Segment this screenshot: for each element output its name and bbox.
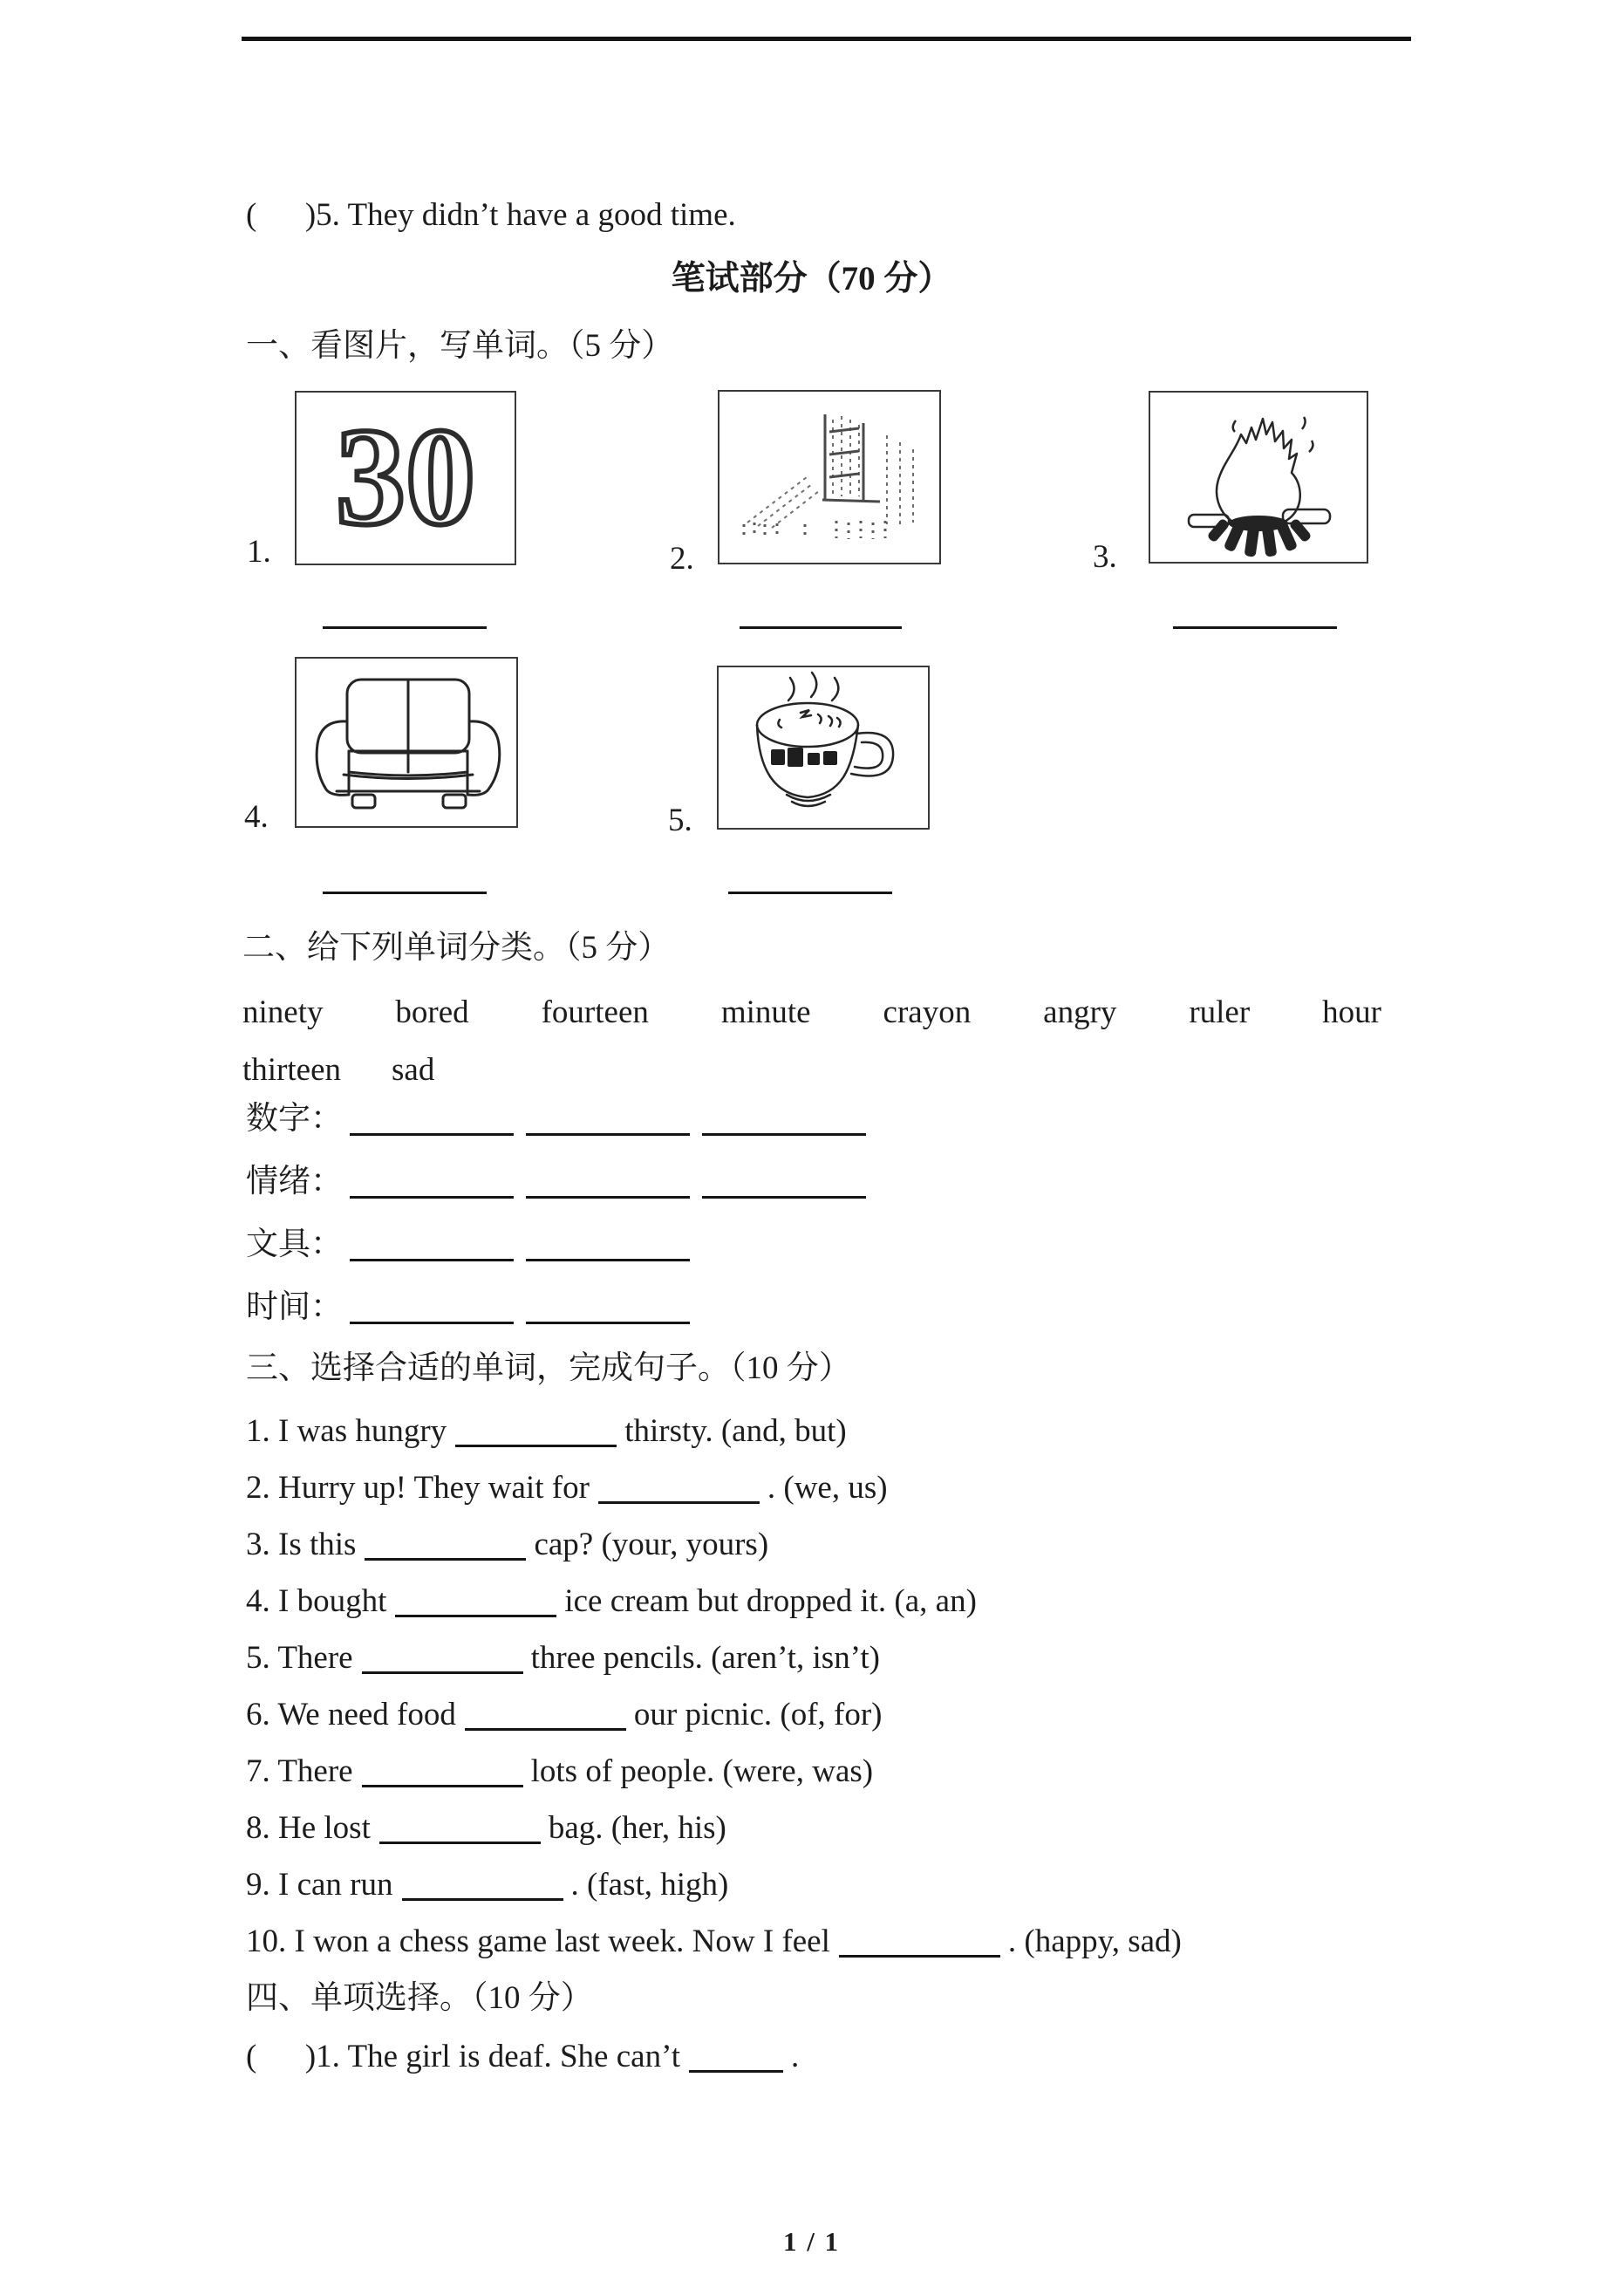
answer-line-2 (740, 626, 902, 629)
picture-card-1 (295, 391, 516, 565)
choice-blank (689, 2060, 783, 2073)
fill-blank (362, 1661, 523, 1674)
category-row-numbers (246, 1101, 878, 1138)
fill-blank (839, 1944, 1000, 1958)
word-bank-item: sad (392, 1052, 435, 1088)
number-30-image (298, 394, 513, 562)
svg-text:30: 30 (336, 399, 475, 554)
answer-line-1 (323, 626, 487, 629)
fill-item-5: 5. There three pencils. (aren’t, isn’t) (246, 1640, 880, 1676)
word-bank-item: ninety (242, 994, 324, 1030)
fill-item-6: 6. We need food our picnic. (of, for) (246, 1697, 883, 1732)
fill-item-9: 9. I can run . (fast, high) (246, 1867, 729, 1903)
fill-item-1: 1. I was hungry thirsty. (and, but) (246, 1413, 847, 1449)
fill-blank (598, 1491, 760, 1504)
word-bank-item: fourteen (541, 994, 649, 1030)
picture-label-1: 1. (247, 534, 271, 570)
sofa-image (298, 660, 515, 824)
category-blank (526, 1248, 690, 1261)
picture-card-5 (717, 666, 930, 830)
category-blank (350, 1311, 514, 1324)
category-blank (526, 1311, 690, 1324)
page-number: 1 / 1 (782, 2226, 841, 2257)
fill-blank (465, 1718, 626, 1731)
fill-item-3: 3. Is this cap? (your, yours) (246, 1527, 769, 1562)
category-row-emotions (246, 1164, 878, 1201)
category-label: 时间： (246, 1289, 343, 1325)
city-buildings-image (721, 393, 938, 561)
category-blank (526, 1123, 690, 1136)
campfire-image (1152, 394, 1365, 560)
fill-item-10: 10. I won a chess game last week. Now I feel . (happy, sad) (246, 1924, 1182, 1959)
word-bank-item: ruler (1189, 994, 1251, 1030)
picture-card-3 (1149, 391, 1368, 564)
picture-label-4: 4. (244, 799, 269, 835)
fill-item-4: 4. I bought ice cream but dropped it. (a, an) (246, 1583, 977, 1619)
category-blank (702, 1123, 866, 1136)
section1-title: 一、看图片，写单词。（5 分） (246, 328, 674, 364)
category-blank (526, 1186, 690, 1199)
word-bank-item: hour (1322, 994, 1381, 1030)
word-bank-item: angry (1043, 994, 1117, 1030)
fill-blank (455, 1434, 617, 1447)
fill-blank (402, 1888, 563, 1901)
written-section-header: 笔试部分（70 分） (671, 260, 952, 297)
choice-item-1: ( )1. The girl is deaf. She can’t . (246, 2039, 800, 2074)
fill-blank (379, 1831, 541, 1844)
picture-card-2 (718, 390, 941, 564)
category-row-time (246, 1289, 702, 1327)
section2-title: 二、给下列单词分类。（5 分） (242, 930, 671, 966)
category-label: 情绪： (246, 1164, 343, 1199)
answer-line-3 (1173, 626, 1337, 629)
category-blank (350, 1123, 514, 1136)
section3-title: 三、选择合适的单词，完成句子。（10 分） (246, 1350, 851, 1386)
picture-label-2: 2. (670, 541, 694, 577)
fill-blank (365, 1548, 526, 1561)
answer-line-5 (728, 892, 892, 894)
word-bank-item: crayon (883, 994, 972, 1030)
answer-line-4 (323, 892, 487, 894)
category-blank (702, 1186, 866, 1199)
picture-card-4 (295, 657, 518, 828)
fill-item-8: 8. He lost bag. (her, his) (246, 1810, 726, 1846)
word-bank-item: bored (395, 994, 469, 1030)
word-bank-row2 (242, 1052, 434, 1090)
coffee-mug-image (720, 669, 926, 826)
fill-item-7: 7. There lots of people. (were, was) (246, 1753, 874, 1789)
category-label: 数字： (246, 1101, 343, 1137)
category-label: 文具： (246, 1227, 343, 1262)
word-bank-item: thirteen (242, 1052, 342, 1088)
category-blank (350, 1248, 514, 1261)
fill-blank (395, 1604, 556, 1617)
listening-item-5: ( )5. They didn’t have a good time. (246, 197, 736, 233)
word-bank-item: minute (720, 994, 811, 1030)
fill-item-2: 2. Hurry up! They wait for . (we, us) (246, 1470, 888, 1506)
picture-label-5: 5. (668, 803, 692, 838)
word-bank-row1 (242, 994, 1381, 1032)
category-blank (350, 1186, 514, 1199)
picture-label-3: 3. (1093, 539, 1117, 575)
category-row-stationery (246, 1227, 702, 1264)
section4-title: 四、单项选择。（10 分） (246, 1980, 593, 2016)
fill-blank (362, 1774, 523, 1787)
top-rule (242, 37, 1411, 41)
